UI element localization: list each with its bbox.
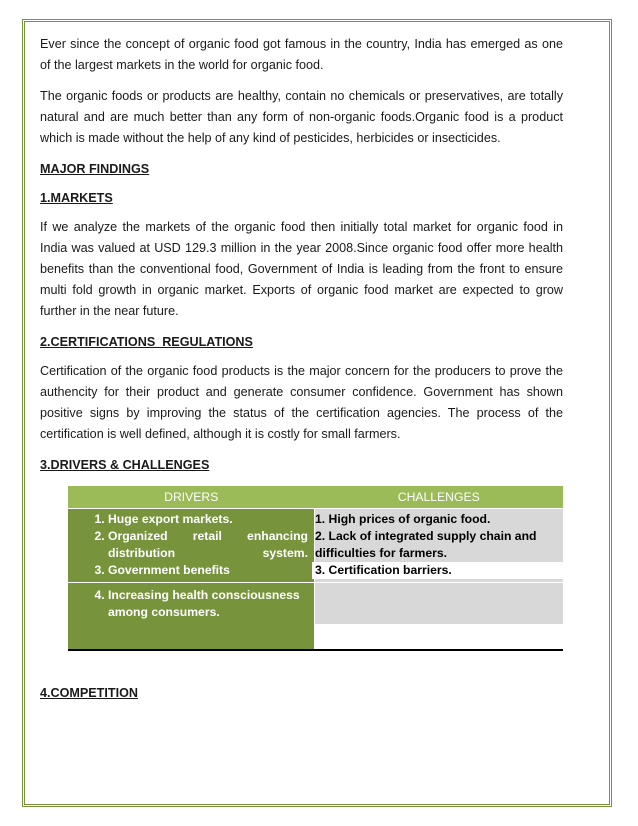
certifications-paragraph: Certification of the organic food products is the major concern for the producers to prove the authencity for their product and generate consumer confidence. Government has shown positive signs by improving the status of the certification agencies. The process of the certification is well defined, although it is costly for small farmers.: [40, 364, 563, 441]
driver-item: 1. Huge export markets.: [108, 511, 314, 528]
challenge-item: 3. Certification barriers.: [312, 562, 563, 579]
major-findings-heading: MAJOR FINDINGS: [40, 162, 150, 176]
challenge-item: 2. Lack of integrated supply chain and difficulties for farmers.: [315, 529, 537, 560]
drivers-column-header: DRIVERS: [68, 486, 315, 509]
intro-paragraph-2: The organic foods or products are healthy, contain no chemicals or preservatives, are totally natural and are much better than any form of non-organic foods.Organic food is a product which is made without the help of any kind of pesticides, herbicides or insecticides.: [40, 89, 563, 145]
document-body: [40, 34, 563, 712]
table-row: [68, 509, 563, 583]
driver-item: 3. Government benefits: [108, 562, 314, 579]
drivers-challenges-table: [68, 486, 563, 651]
table-row: [68, 624, 563, 650]
table-row: [68, 583, 563, 625]
challenges-empty-cell: [315, 583, 564, 625]
drivers-list: [68, 511, 314, 579]
driver-item: 4. Increasing health consciousness among consumers.: [108, 587, 314, 621]
markets-heading: 1.MARKETS: [40, 191, 113, 205]
drivers-list: [68, 587, 314, 621]
challenge-item: 1. High prices of organic food.: [315, 512, 491, 526]
challenges-column-header: CHALLENGES: [315, 486, 564, 509]
drivers-empty-cell: [68, 624, 315, 650]
drivers-cell: [68, 583, 315, 625]
drivers-cell: [68, 509, 315, 583]
markets-paragraph: If we analyze the markets of the organic food then initially total market for organic food in India was valued at USD 129.3 million in the year 2008.Since organic food offer more health benefits than the conventional food, Government of India is leading from the front to ensure multi fold growth in organic market. Exports of organic food market are expected to grow further in the near future.: [40, 220, 563, 318]
driver-item: 2. Organized retail enhancing distribution system.: [108, 528, 314, 562]
challenges-cell: [315, 509, 564, 583]
drivers-challenges-heading: 3.DRIVERS & CHALLENGES: [40, 458, 210, 472]
challenges-empty-cell: [315, 624, 564, 650]
competition-heading: 4.COMPETITION: [40, 686, 138, 700]
certifications-heading: 2.CERTIFICATIONS REGULATIONS: [40, 335, 253, 349]
intro-paragraph-1: Ever since the concept of organic food got famous in the country, India has emerged as one of the largest markets in the world for organic food.: [40, 37, 563, 72]
